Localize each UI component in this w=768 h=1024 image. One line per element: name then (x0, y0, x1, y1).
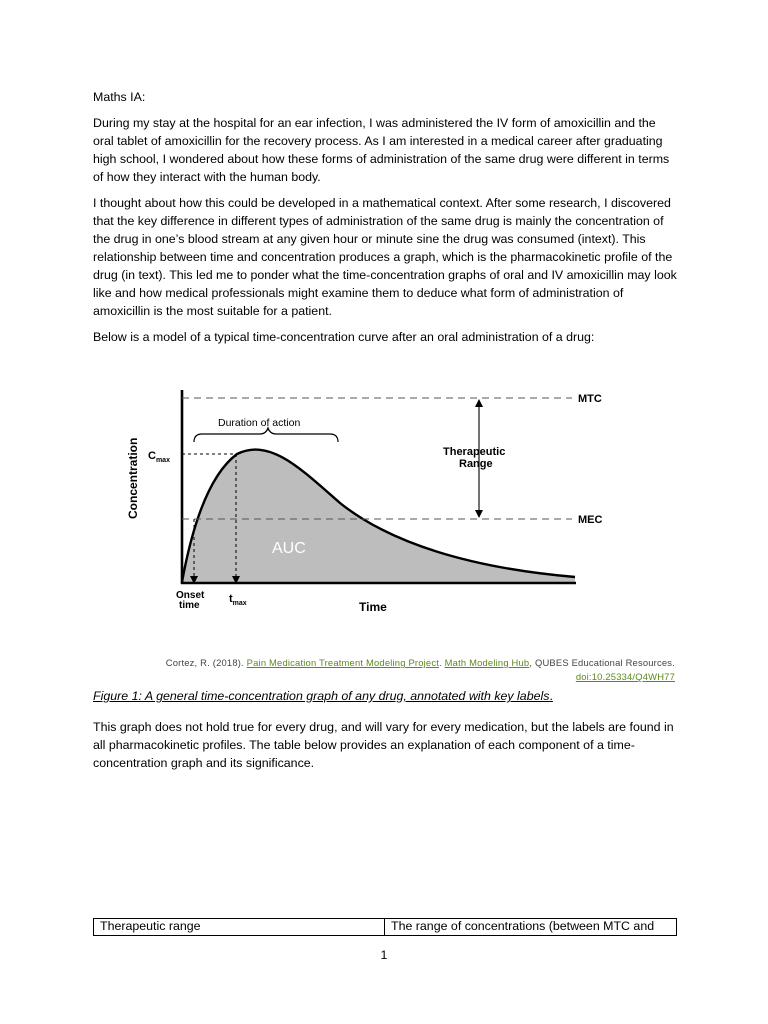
duration-brace (194, 428, 338, 442)
therapeutic-label-1: Therapeutic (443, 446, 506, 458)
table-row (93, 918, 677, 936)
figure-citation (155, 656, 675, 684)
time-concentration-graph (120, 378, 620, 618)
auc-label: AUC (272, 540, 306, 557)
paragraph-table-intro: This graph does not hold true for every drug, and will vary for every medication, but the labels are found in all pharmacokinetic profiles. The table below provides an explanation of each component of a time-concentration graph and its significance. (93, 720, 674, 770)
citation-text: Cortez, R. (2018). (165, 657, 247, 668)
onset-label-1: Onset (176, 590, 205, 601)
mtc-label: MTC (578, 393, 602, 405)
page-number: 1 (380, 948, 388, 962)
therapeutic-arrow-top (475, 399, 483, 407)
figure-caption-text: Figure 1: A general time-concentration graph of any drug, annotated with key labels (93, 689, 550, 703)
auc-area (182, 450, 575, 582)
figure-caption (93, 689, 553, 703)
page-title: Maths IA: (93, 90, 146, 104)
cmax-label: $C_{max}$ (148, 450, 170, 464)
y-axis-title: Concentration (126, 437, 140, 519)
citation-link-project[interactable]: Pain Medication Treatment Modeling Project (246, 657, 440, 668)
therapeutic-arrow-bottom (475, 510, 483, 518)
table-cell-description: The range of concentrations (between MTC and (391, 919, 655, 933)
duration-label: Duration of action (218, 417, 301, 429)
paragraph-intro: During my stay at the hospital for an ear infection, I was administered the IV form of amoxicillin and the oral tablet of amoxicillin for the recovery process. As I am interested in a medical career after graduating high school, I wondered about how these forms of administration of the same drug were different in terms of how they interact with the human body. (93, 116, 670, 184)
onset-label-2: time (179, 600, 200, 611)
table-cell-term: Therapeutic range (94, 919, 385, 935)
paragraph-context: I thought about how this could be developed in a mathematical context. After some research, I discovered that the key difference in different types of administration of the same drug is mainly the concentration of the drug in one’s blood stream at any given hour or minute sine the drug was consumed (intext). This relationship between time and concentration produces a graph, which is the pharmacokinetic profile of the drug (in text). This led me to ponder what the time-concentration graphs of oral and IV amoxicillin may look like and how medical professionals might examine them to deduce what form of administration of amoxicillin is the most suitable for a patient. (93, 196, 677, 318)
citation-publisher: , QUBES Educational Resources. (529, 657, 675, 668)
citation-link-doi[interactable]: doi:10.25334/Q4WH77 (575, 671, 675, 682)
citation-separator: . (439, 657, 445, 668)
paragraph-figure-intro: Below is a model of a typical time-concentration curve after an oral administration of a drug: (93, 330, 595, 344)
figure-caption-end: . (549, 689, 553, 703)
x-axis-title: Time (359, 600, 387, 614)
mec-label: MEC (578, 514, 603, 526)
tmax-label: $t_{max}$ (229, 593, 247, 607)
therapeutic-label-2: Range (459, 458, 493, 470)
citation-link-hub[interactable]: Math Modeling Hub (444, 657, 530, 668)
